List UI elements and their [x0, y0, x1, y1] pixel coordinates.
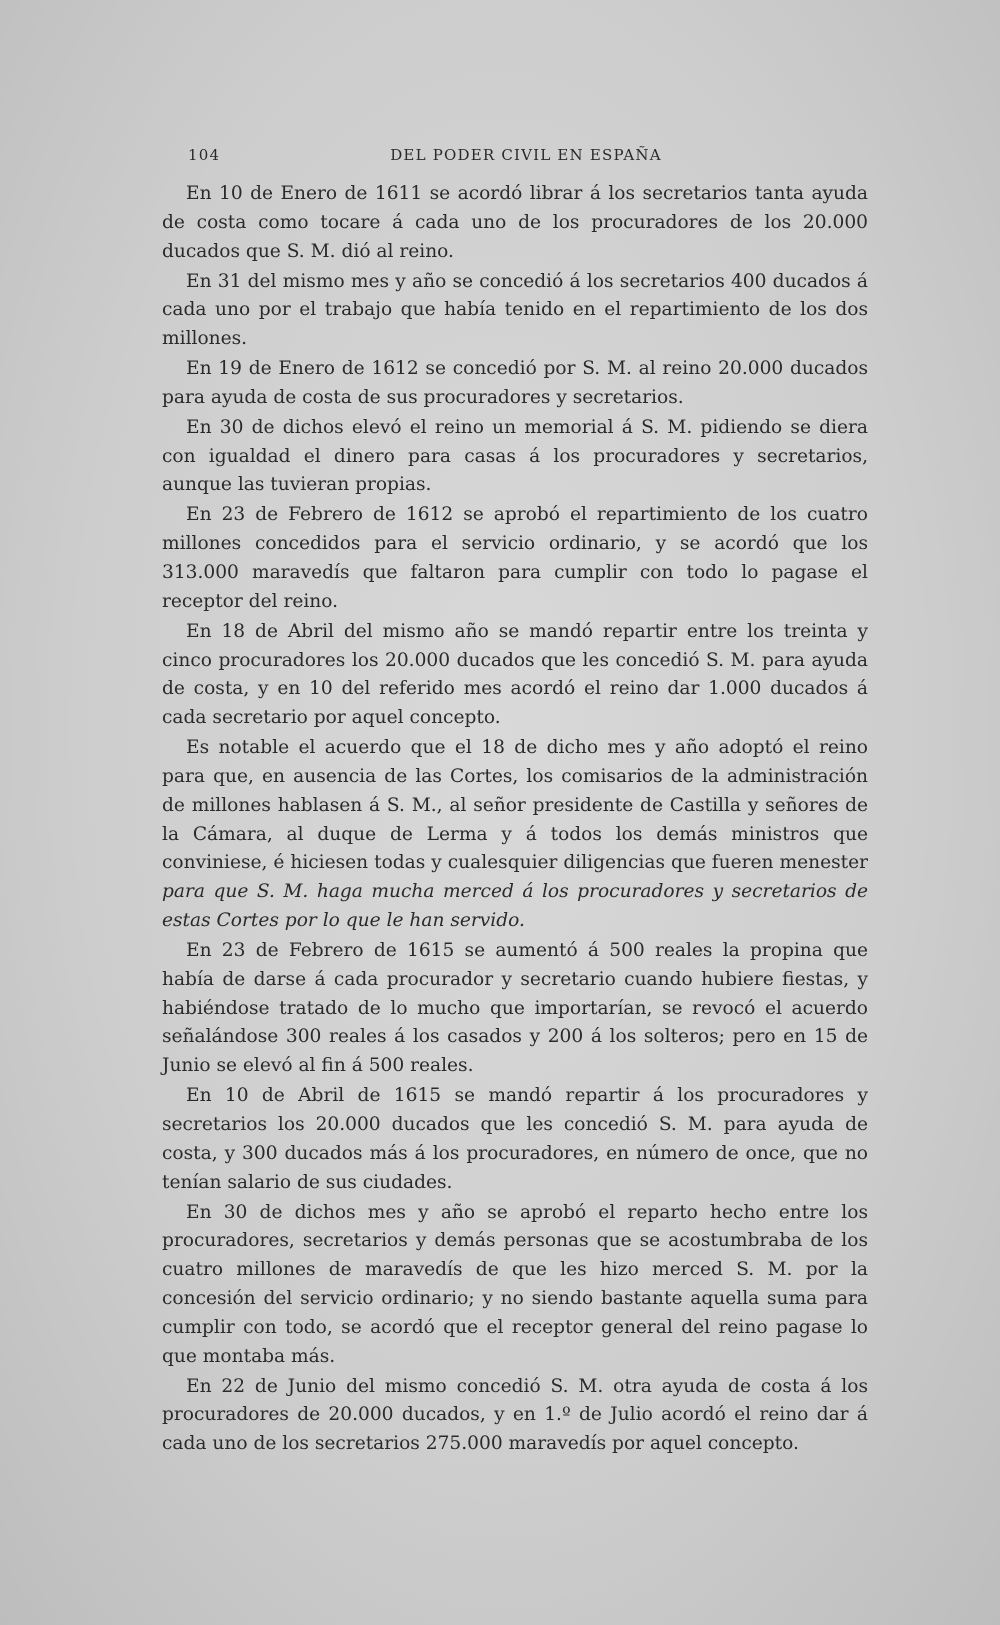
page-number: 104 — [188, 146, 221, 164]
paragraph-text: En 18 de Abril del mismo año se mandó repartir entre los treinta y cinco procuradores los 20.000 ducados que les concedió S. M. para ayuda de costa, y en 10 del referido mes acordó el reino dar 1.000 ducados á cada secretario por aquel concepto. — [162, 620, 868, 729]
paragraph-italic-quote: para que S. M. haga mucha merced á los procuradores y secretarios de estas Cortes por lo que le han servido. — [162, 881, 868, 932]
paragraph-text: En 30 de dichos mes y año se aprobó el reparto hecho entre los procuradores, secretarios y demás personas que se acostumbraba de los cuatro millones de maravedís de que les hizo merced S. M. por la concesión del servicio ordinario; y no siendo bastante aquella suma para cumplir con todo, se acordó que el receptor general del reino pagase lo que montaba más. — [162, 1201, 868, 1367]
paragraph-1 — [162, 180, 868, 267]
paragraph-text: En 23 de Febrero de 1615 se aumentó á 500 reales la propina que había de darse á cada procurador y secretario cuando hubiere fiestas, y habiéndose tratado de lo mucho que importarían, se revocó el acuerdo señalándose 300 reales á los casados y 200 á los solteros; pero en 15 de Junio se elevó al fin á 500 reales. — [162, 939, 868, 1077]
page-header — [186, 146, 866, 170]
paragraph-7 — [162, 734, 868, 936]
paragraph-4 — [162, 414, 868, 501]
paragraph-text: En 10 de Abril de 1615 se mandó repartir á los procuradores y secretarios los 20.000 ducados que les concedió S. M. para ayuda de costa, y 300 ducados más á los procuradores, en número de once, que no tenían salario de sus ciudades. — [162, 1085, 868, 1193]
paragraph-8 — [162, 937, 868, 1081]
paragraph-text: Es notable el acuerdo que el 18 de dicho mes y año adoptó el reino para que, en ausencia de las Cortes, los comisarios de la administración de millones hablasen á S. M., al señor presidente de Castilla y señores de la Cámara, al duque de Lerma y á todos los demás ministros que conviniese, é hiciesen todas y cualesquier diligencias que fueren menester — [162, 737, 868, 874]
paragraph-text: En 30 de dichos elevó el reino un memorial á S. M. pidiendo se diera con igualdad el dinero para casas á los procuradores y secretarios, aunque las tuvieran propias. — [162, 416, 868, 496]
running-title: DEL PODER CIVIL EN ESPAÑA — [390, 146, 662, 164]
paragraph-text: En 22 de Junio del mismo concedió S. M. otra ayuda de costa á los procuradores de 20.000 ducados, y en 1.º de Julio acordó el reino dar á cada uno de los secretarios 275.000 maravedís por aquel concepto. — [162, 1375, 868, 1455]
paragraph-text: En 31 del mismo mes y año se concedió á los secretarios 400 ducados á cada uno por el trabajo que había tenido en el repartimiento de los dos millones. — [162, 270, 868, 350]
paragraph-6 — [162, 618, 868, 733]
paragraph-text: En 19 de Enero de 1612 se concedió por S. M. al reino 20.000 ducados para ayuda de costa de sus procuradores y secretarios. — [162, 358, 868, 408]
paragraph-2 — [162, 268, 868, 355]
paragraph-11 — [162, 1373, 868, 1460]
paragraph-3 — [162, 355, 868, 413]
paragraph-text: En 23 de Febrero de 1612 se aprobó el repartimiento de los cuatro millones concedidos para el servicio ordinario, y se acordó que los 313.000 maravedís que faltaron para cumplir con todo lo pagase el receptor del reino. — [162, 504, 868, 612]
paragraph-5 — [162, 501, 868, 616]
paragraph-10 — [162, 1199, 868, 1372]
page-body — [162, 180, 868, 1460]
paragraph-text: En 10 de Enero de 1611 se acordó librar á los secretarios tanta ayuda de costa como tocare á cada uno de los procuradores de los 20.000 ducados que S. M. dió al reino. — [162, 183, 868, 262]
paragraph-9 — [162, 1082, 868, 1197]
